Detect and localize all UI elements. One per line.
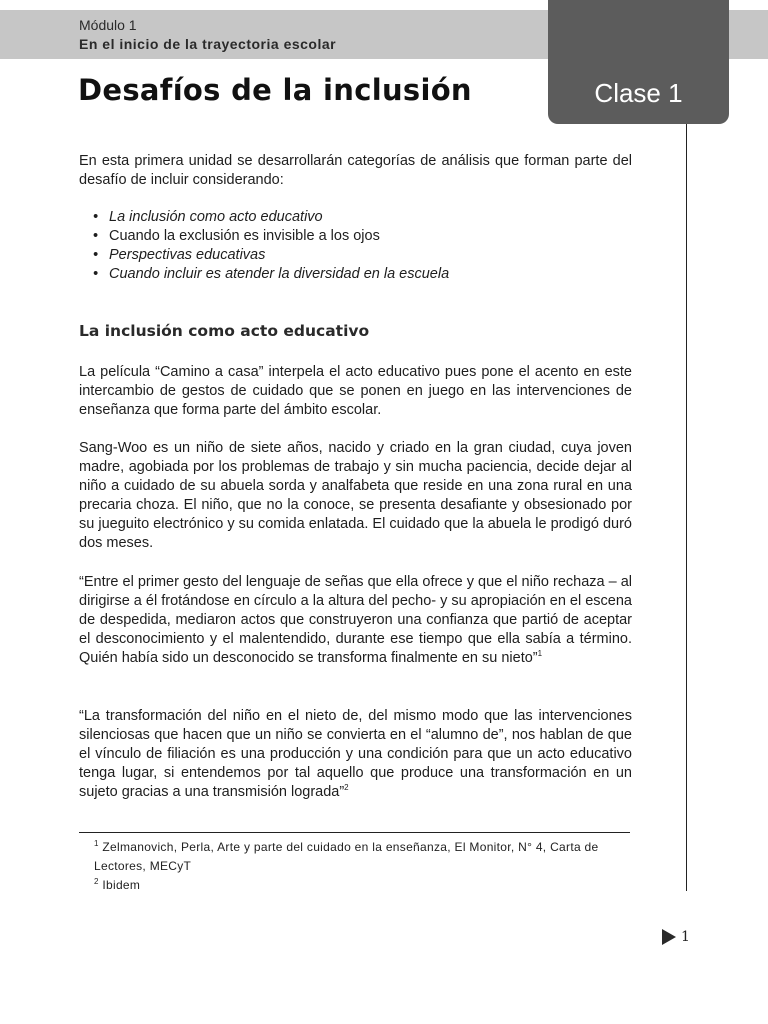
footnote-text: Zelmanovich, Perla, Arte y parte del cuidado en la enseñanza, El Monitor, N° 4, Carta de Lectores, MECyT <box>94 840 599 873</box>
footnote-mark: 2 <box>94 877 99 886</box>
footnote-ref[interactable]: 1 <box>537 649 543 659</box>
topic-list <box>79 208 662 284</box>
list-item: • Perspectivas educativas <box>109 246 662 265</box>
quote-text: “La transformación del niño en el nieto de, del mismo modo que las intervenciones silenciosas que hacen que un niño se convierta en el “alumno de”, nos hablan de que el vínculo de filiación es una producción y una condición para que un acto educativo tenga lugar, si entendemos por tal aquello que produce una transformación en un sujeto gracias a una transmisión lograda” <box>79 708 632 800</box>
list-item: • La inclusión como acto educativo <box>109 208 662 227</box>
module-subtitle: En el inicio de la trayectoria escolar <box>79 36 337 52</box>
list-item: • Cuando la exclusión es invisible a los ojos <box>109 227 662 246</box>
class-tab <box>548 0 729 124</box>
footnote <box>94 876 632 895</box>
footnote-text: Ibidem <box>98 878 141 892</box>
module-label: Módulo 1 <box>79 17 137 33</box>
footnote <box>94 838 632 876</box>
body-paragraph <box>79 573 632 668</box>
play-arrow-icon <box>662 929 676 945</box>
footnote-divider <box>79 832 630 833</box>
page-number-value: 1 <box>681 929 690 945</box>
footnote-mark: 1 <box>94 839 99 848</box>
quote-text: “Entre el primer gesto del lenguaje de señas que ella ofrece y que el niño rechaza – al dirigirse a él frotándose en círculo a la altura del pecho- y su apropiación en el escena de despedida, mediaron actos que construyeron una confianza que partió de aceptar el desconocimiento y el malentendido, durante ese tiempo que ella sabía a término. Quién había sido un desconocido se transforma finalmente en su nieto” <box>79 574 632 666</box>
footnote-ref[interactable]: 2 <box>344 783 349 793</box>
list-item: • Cuando incluir es atender la diversidad en la escuela <box>109 265 662 284</box>
page-number <box>662 929 690 945</box>
body-paragraph <box>79 707 632 802</box>
section-heading: La inclusión como acto educativo <box>79 322 370 340</box>
margin-rule <box>686 124 687 891</box>
body-paragraph: La película “Camino a casa” interpela el acto educativo pues pone el acento en este intercambio de gestos de cuidado que se ponen en juego en las intervenciones de enseñanza que forma parte del ámbito escolar. <box>79 364 632 418</box>
class-label: Clase 1 <box>594 78 683 108</box>
page-title: Desafíos de la inclusión <box>78 73 472 107</box>
body-paragraph: Sang-Woo es un niño de siete años, nacido y criado en la gran ciudad, cuya joven madre, agobiada por los problemas de trabajo y sin mucha paciencia, decide dejar al niño a cuidado de su abuela sorda y analfabeta que reside en una zona rural en una precaria choza. El niño, que no la conoce, se presenta desafiante y obsesionado por su jueguito electrónico y su comida enlatada. El cuidado que la abuela le prodigó duró dos meses. <box>79 440 632 551</box>
intro-paragraph: En esta primera unidad se desarrollarán categorías de análisis que forman parte del desafío de incluir considerando: <box>79 153 632 188</box>
footnotes <box>94 838 632 895</box>
